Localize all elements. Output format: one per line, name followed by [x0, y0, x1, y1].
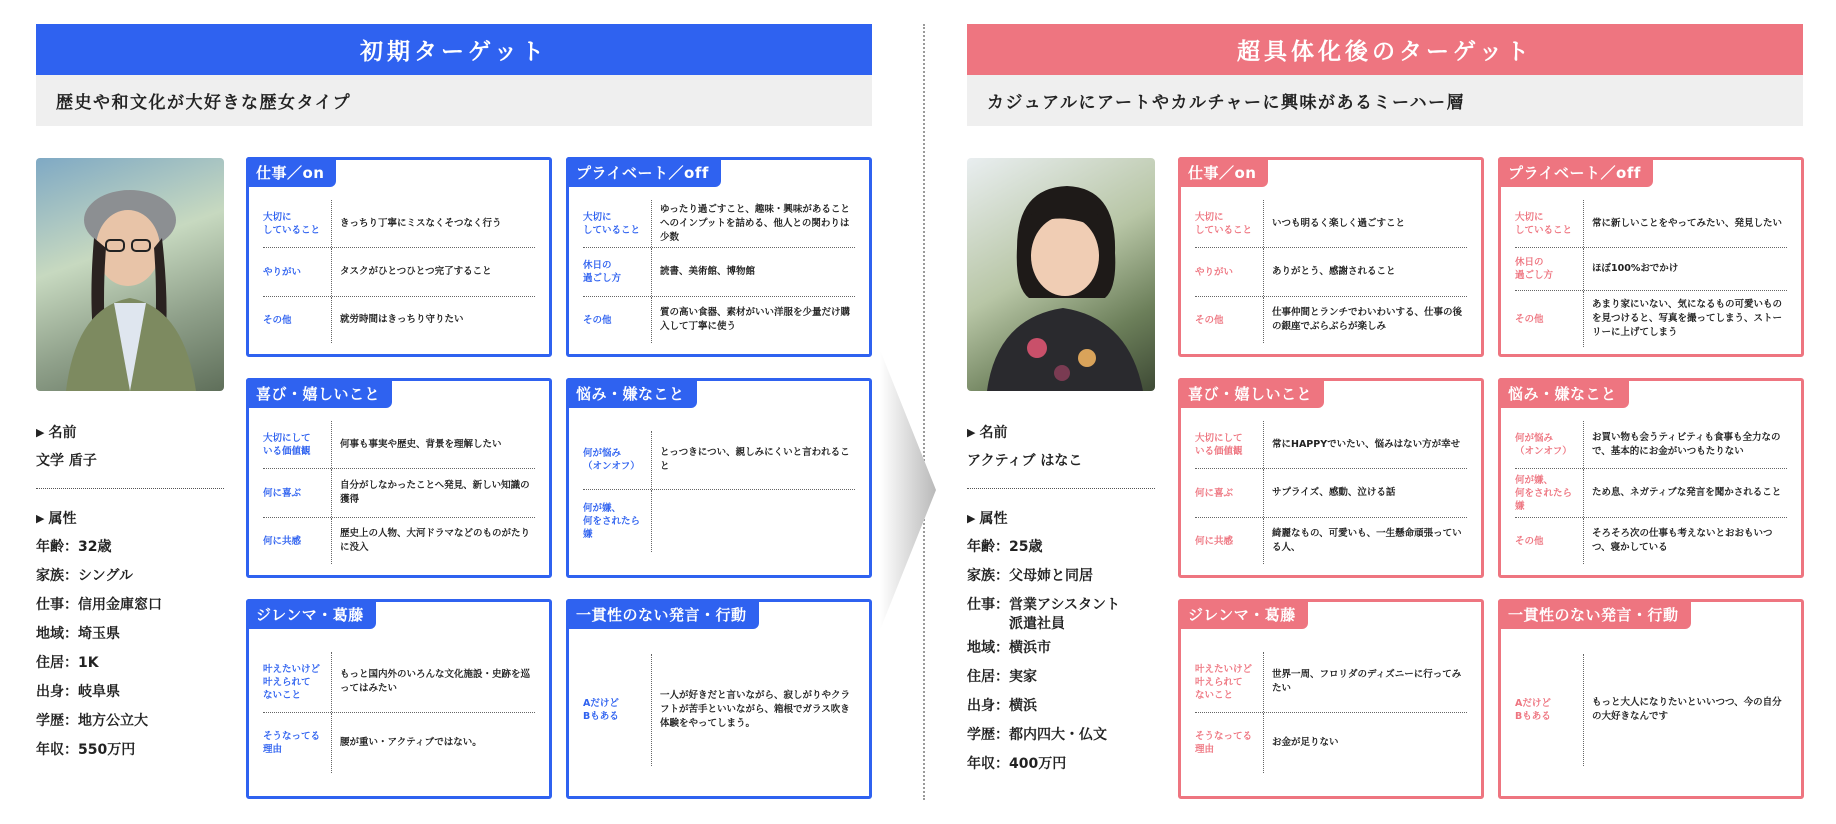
card-title: ジレンマ・葛藤: [1178, 599, 1308, 629]
row-label: 大切に していること: [583, 200, 652, 247]
row-text: サプライズ、感動、泣ける話: [1272, 487, 1396, 498]
card-row: [1515, 421, 1787, 469]
attribute-list: [36, 533, 224, 765]
row-label: その他: [263, 297, 332, 343]
card-worry: [1498, 378, 1804, 578]
attribute-row: 年齢： 32歳: [36, 539, 112, 555]
card-title: 仕事／on: [246, 157, 336, 187]
card-row: [1195, 200, 1467, 248]
row-text: もっと国内外のいろんな文化施設・史跡を巡ってはみたい: [340, 669, 531, 694]
card-row: [1195, 652, 1467, 713]
row-label: その他: [583, 297, 652, 343]
persona-info: [36, 421, 224, 765]
row-text: お買い物も会うティビティも食事も全力なので、基本的にお金がいつもたりない: [1592, 431, 1781, 457]
row-text: もっと大人になりたいといいつつ、今の自分の大好きなんです: [1592, 697, 1782, 722]
card-row: [1195, 297, 1467, 343]
row-label: 休日の 過ごし方: [1515, 248, 1584, 290]
card-row: [1195, 713, 1467, 773]
card-body: [1515, 421, 1787, 564]
card-row: [263, 200, 535, 248]
row-label: 大切に していること: [1195, 200, 1264, 247]
attribute-row: 地域： 横浜市: [967, 640, 1051, 656]
row-label: 何に共感: [1195, 518, 1264, 564]
card-inconsistent: [566, 599, 872, 799]
attribute-row: 住居： 1K: [36, 655, 99, 671]
triangle-right-icon: ▶: [36, 511, 45, 525]
row-label: やりがい: [1195, 248, 1264, 296]
row-text: 常にHAPPYでいたい、悩みはない方が幸せ: [1272, 438, 1461, 450]
row-text: 就労時間はきっちり守りたい: [340, 314, 464, 325]
row-text: あまり家にいない、気になるもの可愛いものを見つけると、写真を撮ってしまう、ストーリーに上げてしまう: [1592, 299, 1783, 338]
attribute-row: 家族： シングル: [36, 568, 133, 584]
column-header: 超具体化後のターゲット: [967, 24, 1803, 75]
card-row: [583, 431, 855, 490]
row-label: 大切にして いる価値観: [263, 421, 332, 468]
row-label: 何が嫌、 何をされたら 嫌: [583, 490, 652, 552]
row-text: 読書、美術館、博物館: [660, 266, 756, 277]
card-body: [1515, 200, 1787, 347]
attribute-row: 年齢： 25歳: [967, 539, 1043, 555]
row-label: 叶えたいけど 叶えられて ないこと: [263, 652, 332, 712]
name-heading: ▶ 名前: [36, 425, 77, 441]
persona-info: [967, 421, 1155, 779]
persona-photo: [36, 158, 224, 391]
card-row: [1515, 200, 1787, 248]
card-row: [1515, 291, 1787, 347]
row-text: 質の高い食器、素材がいい洋服を少量だけ購入して丁寧に使う: [660, 307, 851, 332]
attribute-row: 住居： 実家: [967, 669, 1037, 685]
row-text: いつも明るく楽しく過ごすこと: [1272, 217, 1406, 229]
attribute-row: 出身： 横浜: [967, 698, 1037, 714]
card-title: 悩み・嫌なこと: [1498, 378, 1629, 408]
card-work-on: [246, 157, 552, 357]
row-label: その他: [1515, 291, 1584, 347]
card-joy: [246, 378, 552, 578]
row-text: ゆったり過ごすこと、趣味・興味があることへのインプットを詰める、他人との関わりは少数: [660, 203, 850, 243]
card-title: 喜び・嬉しいこと: [246, 378, 392, 408]
divider: [36, 488, 224, 489]
persona-profile: [36, 158, 224, 765]
card-body: [1195, 421, 1467, 564]
row-label: 何に喜ぶ: [263, 469, 332, 517]
card-private-off: [566, 157, 872, 357]
attribute-row: 学歴： 地方公立大: [36, 713, 148, 729]
card-row: [263, 652, 535, 713]
card-row: [263, 297, 535, 343]
row-text: 世界一周、フロリダのディズニーに行ってみたい: [1272, 669, 1462, 694]
row-text: 一人が好きだと言いながら、寂しがりやクラフトが苦手といいながら、箱根でガラス吹き体験をやってしまう。: [660, 690, 851, 729]
card-row: [583, 200, 855, 248]
column-subtitle: 歴史や和文化が大好きな歴女タイプ: [36, 75, 872, 126]
card-row: [583, 248, 855, 297]
card-inconsistent: [1498, 599, 1804, 799]
attribute-row: 年収： 400万円: [967, 756, 1067, 772]
persona-name: 文学 盾子: [36, 453, 97, 469]
row-label: 何に喜ぶ: [1195, 469, 1264, 517]
card-dilemma: [246, 599, 552, 799]
attribute-row: 出身： 岐阜県: [36, 684, 120, 700]
card-title: 一貫性のない発言・行動: [566, 599, 759, 629]
row-label: 何に共感: [263, 518, 332, 564]
row-text: そろそろ次の仕事も考えないとおおもいつつ、寝かしている: [1592, 528, 1773, 553]
attribute-row: 仕事： 営業アシスタント 派遣社員: [967, 597, 1121, 632]
card-body: [1195, 200, 1467, 343]
card-title: ジレンマ・葛藤: [246, 599, 376, 629]
card-row: [1515, 469, 1787, 518]
row-label: Aだけど Bもある: [1515, 654, 1584, 766]
row-text: 綺麗なもの、可愛いも、一生懸命頑張っている人、: [1272, 528, 1462, 553]
card-joy: [1178, 378, 1484, 578]
card-row: [1195, 421, 1467, 469]
row-label: 叶えたいけど 叶えられて ないこと: [1195, 652, 1264, 712]
row-label: 何が悩み （オンオフ）: [583, 431, 652, 489]
card-row: [1515, 518, 1787, 564]
card-row: [1195, 248, 1467, 297]
triangle-right-icon: ▶: [36, 425, 45, 439]
card-title: プライベート／off: [566, 157, 721, 187]
triangle-right-icon: ▶: [967, 511, 976, 525]
card-row: [583, 297, 855, 343]
card-body: [583, 431, 855, 552]
row-label: Aだけど Bもある: [583, 654, 652, 766]
card-dilemma: [1178, 599, 1484, 799]
row-label: その他: [1515, 518, 1584, 564]
row-label: その他: [1195, 297, 1264, 343]
card-private-off: [1498, 157, 1804, 357]
row-text: とっつきについ、親しみにくいと言われること: [660, 447, 850, 472]
row-label: やりがい: [263, 248, 332, 296]
card-row: [263, 248, 535, 297]
row-label: 休日の 過ごし方: [583, 248, 652, 296]
row-text: ため息、ネガティブな発言を聞かされること: [1592, 487, 1782, 498]
card-title: プライベート／off: [1498, 157, 1653, 187]
attribute-row: 学歴： 都内四大・仏文: [967, 727, 1107, 743]
card-row: [263, 469, 535, 518]
name-heading: ▶ 名前: [967, 425, 1008, 441]
attribute-row: 家族： 父母姉と同居: [967, 568, 1093, 584]
initial-target-column: [36, 24, 872, 800]
row-label: 何が悩み （オンオフ）: [1515, 421, 1584, 468]
row-text: 腰が重い・アクティブではない。: [340, 737, 482, 748]
card-body: [1515, 654, 1787, 766]
row-text: ほぼ100%おでかけ: [1592, 263, 1679, 274]
card-row: [263, 518, 535, 564]
card-row: [583, 654, 855, 766]
divider: [967, 488, 1155, 489]
card-body: [263, 200, 535, 343]
card-title: 悩み・嫌なこと: [566, 378, 697, 408]
card-body: [1195, 652, 1467, 773]
row-text: お金が足りない: [1272, 737, 1339, 748]
column-header: 初期ターゲット: [36, 24, 872, 75]
row-text: 仕事仲間とランチでわいわいする、仕事の後の銀座でぶらぶらが楽しみ: [1272, 307, 1463, 332]
card-body: [583, 200, 855, 343]
row-label: 大切にして いる価値観: [1195, 421, 1264, 468]
row-label: 大切に していること: [263, 200, 332, 247]
persona-photo: [967, 158, 1155, 391]
row-label: 大切に していること: [1515, 200, 1584, 247]
row-text: 歴史上の人物、大河ドラマなどのものがたりに没入: [340, 528, 531, 553]
card-title: 一貫性のない発言・行動: [1498, 599, 1691, 629]
row-label: 何が嫌、 何をされたら嫌: [1515, 469, 1584, 517]
row-text: [652, 490, 855, 552]
attribute-row: 地域： 埼玉県: [36, 626, 120, 642]
attribute-heading: ▶ 属性: [967, 511, 1008, 527]
attribute-list: [967, 533, 1155, 779]
attribute-row: 仕事： 信用金庫窓口: [36, 597, 162, 613]
persona-profile: [967, 158, 1155, 779]
row-text: きっちり丁寧にミスなくそつなく行う: [340, 217, 502, 229]
card-row: [1515, 248, 1787, 291]
persona-name: アクティブ はなこ: [967, 453, 1083, 469]
row-label: そうなってる 理由: [1195, 713, 1264, 773]
card-worry: [566, 378, 872, 578]
refined-target-column: [967, 24, 1803, 800]
attribute-row: 年収： 550万円: [36, 742, 136, 758]
column-subtitle: カジュアルにアートやカルチャーに興味があるミーハー層: [967, 75, 1803, 126]
transition-arrow-icon: [880, 350, 936, 630]
card-body: [263, 421, 535, 564]
card-row: [583, 490, 855, 552]
triangle-right-icon: ▶: [967, 425, 976, 439]
card-row: [1515, 654, 1787, 766]
card-work-on: [1178, 157, 1484, 357]
row-label: そうなってる 理由: [263, 713, 332, 773]
attribute-heading: ▶ 属性: [36, 511, 77, 527]
card-row: [1195, 469, 1467, 518]
card-body: [263, 652, 535, 773]
card-body: [583, 654, 855, 766]
row-text: 何事も事実や歴史、背景を理解したい: [340, 438, 502, 450]
row-text: タスクがひとつひとつ完了すること: [340, 266, 492, 277]
row-text: 常に新しいことをやってみたい、発見したい: [1592, 217, 1783, 229]
card-row: [1195, 518, 1467, 564]
card-title: 喜び・嬉しいこと: [1178, 378, 1324, 408]
row-text: 自分がしなかったことへ発見、新しい知識の獲得: [340, 480, 530, 505]
row-text: ありがとう、感謝されること: [1272, 266, 1396, 277]
card-row: [263, 421, 535, 469]
card-row: [263, 713, 535, 773]
card-title: 仕事／on: [1178, 157, 1268, 187]
